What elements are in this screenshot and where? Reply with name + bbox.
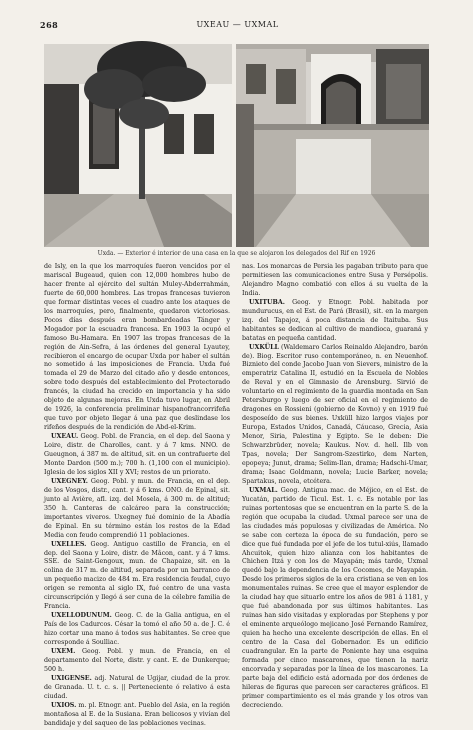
exterior-photo [44, 44, 232, 247]
entry-uxelles: UXELLES. Geog. Antiguo castillo de Francia, en el dep. del Saona y Loire, distr. de Mâcon, cant. y á 7 kms. SSE. de Saint-Gengoux, mun. de Chapaize, sit. en la colina de 317 m. de altitud, separada por un barranco de un pequeño macizo de 484 m. Era residencia feudal, cuyo origen se remonta al siglo IX, fué centro de una vasta circunscripción y llegó á ser cuna de la célebre familia de Francia. [44, 540, 230, 611]
entry-paragraph: nas. Los monarcas de Persia les pagaban tributo para que permitiesen las comunicaciones entre Susa y Persépolis. Alejandro Magno combatió con ellos á su vuelta de la India. [242, 263, 428, 297]
figure-caption: Uxda. — Exterior é interior de una casa en la que se alojaron los delegados del Rif en 1926 [97, 250, 376, 257]
entry-uxeau: UXEAU. Geog. Pobl. de Francia, en el dep. del Saona y Loire, distr. de Charolles, cant. y á 7 kms. NNO. de Gueugnon, á 387 m. de altitud, sit. en un contrafuerte del Monte Dardon (500 m.); 700 h. (1,100 con el municipio). Iglesia de los siglos XII y XVI; restos de un priorato. [44, 433, 230, 476]
entry-uxigense: UXIGENSE. adj. Natural de Ugijar, ciudad de la prov. de Granada. U. t. c. s. || Perteneciente ó relativo á esta ciudad. [44, 674, 230, 700]
entry-headword: UXELLODUNUM. [51, 612, 112, 620]
entry-headword: UXEAU. [51, 433, 79, 441]
entry-headword: UXMAL. [249, 486, 278, 494]
entry-uxegney: UXEGNEY. Geog. Pobl. y mun. de Francia, en el dep. de los Vosgos, distr., cant. y á 6 kms. ONO. de Epinal, sit. junto al Avière, afl. izq. del Mosela, á 300 m. de altitud; 350 h. Canteras de calcáreo para la construcción; importantes viveros. Uxegney fué dominio de la Abadía de Epinal. En su término están los restos de la Edad Media con feudo comprendió 11 poblaciones. [44, 477, 230, 539]
entry-uxem: UXEM. Geog. Pobl. y mun. de Francia, en el departamento del Norte, distr. y cant. E. de Dunkerque; 500 h. [44, 647, 230, 673]
page-number: 268 [40, 20, 59, 30]
page-header [40, 20, 435, 32]
entry-headword: UXKÜLL [249, 343, 279, 351]
entry-headword: UXELLES. [51, 540, 87, 548]
entry-headword: UXIGENSE. [51, 674, 92, 682]
entry-headword: UXEM. [51, 647, 76, 655]
entry-uxituba: UXITUBA. Geog. y Etnogr. Pobl. habitada por mundurucus, en el Est. de Pará (Brasil), sit. en la margen izq. del Tapajoz, á poca distancia de Itaituba. Sus habitantes se dedican al cultivo de mandioca, guaraná y batatas en pequeña cantidad. [242, 298, 428, 342]
entry-uxellodunum: UXELLODUNUM. Geog. C. de la Galia antigua, en el País de los Cadurcos. César la tomó el año 50 a. de J. C. é hizo cortar una mano á todos sus habitantes. Se cree que corresponde á Soulliac. [44, 612, 230, 647]
running-title: UXEAU — UXMAL [196, 20, 279, 29]
interior-photo [236, 44, 429, 247]
left-column [44, 263, 230, 727]
entry-uxkull: UXKÜLL (Waldemaro Carlos Reinaldo Alejandro, barón de). Biog. Escritor ruso contemporáneo, n. en Neuenhof. Biznieto del conde Jacobo Juan von Sievers, ministro de la emperatriz Catalina II, estudió en la Escuela de Nobles de Reval y en el Gimnasio de Arensburg. Sirvió de voluntario en el regimiento de la guardia montada en San Petersburgo y luego de ser oficial en el regimiento de dragones en Rossieni (gobierno de Kovno) y en 1919 fué desposeído de sus bienes. Uxküll hizo largos viajes por Europa, Estados Unidos, Canadá, Cáucaso, Grecia, Asia Menor, Siria, Palestina y Egipto. Se le deben: Die Schwarzbrüder, novela; Kaukus. Nov. d. hell. Ilb von Tpas, novela; Der Sangrom-Szestirko, dem Narten, epopeya; Junut, drama; Selim-Ilan, drama; Hadschi-Umar, drama; Isaac Goldmann, novela; Lucie Barker, novela; Spartakus, novela, etcétera. [242, 343, 428, 485]
entry-uxios: UXIOS. m. pl. Etnogr. ant. Pueblo del Asia, en la región montañosa al E. de la Susiana. Eran belicosos y vivían del bandidaje y del saqueo de las poblaciones vecinas. [44, 701, 230, 727]
entry-headword: UXITUBA. [249, 298, 285, 306]
right-column [242, 263, 428, 713]
entry-paragraph: de Isly, en la que los marroquíes fueron vencidos por el mariscal Bugeaud, quien con 12,000 hombres hubo de hacer frente al ejército del sultán Muley-Abderrahmán, fuerte de 60,000 hombres. Las tropas francesas tuvieron que formar distintas veces el cuadro ante los ataques de los marroquíes, pero, finalmente, quedaron victoriosas. Pocos días después eran bombardeadas Tánger y Mogador por la escuadra francesa. En 1903 la ocupó el famoso Bu-Hamara. En 1907 las tropas francesas de la región de Ain-Sefra, á las órdenes del general Lyautey, recibieron el encargo de ocupar Uxda por haber el sultán no sometido á las imposiciones de Francia. Uxda fué tomada el 29 de Marzo del citado año y desde entonces, sobre todo después del establecimiento del Protectorado francés, la ciudad ha crecido en importancia y ha sido objeto de algunas mejoras. En Uxda tuvo lugar, en Abril de 1926, la conferencia preliminar hispanofrancorrifeña que tuvo por objeto llegar á una paz que deslindase los rifeños después de la rendición de Abd-el-Krim. [44, 263, 230, 432]
entry-headword: UXIOS. [51, 701, 77, 709]
entry-uxmal: UXMAL. Geog. Antigua mac. de Méjico, en el Est. de Yucatán, partido de Ticul. Est. 1. c. Es notable por las ruinas portentosas que se encuentran en la parte S. de la región que ocupaba la ciudad. Uxmal parece ser una de las ciudades más populosas y civilizadas de América. No se sabe con certeza la época de su fundación, pero se dice que fué fundada por el jefe de los tutul-xiús, llamado Ahcuitok, quien hizo alianza con los habitantes de Chichen Itzá y con los de Mayapán; más tarde, Uxmal quedó bajo la dependencia de los Cocomes, de Mayapán. Desde los primeros siglos de la era cristiana se ven en los monumentales ruinas. Se cree que el mayor esplendor de la ciudad hay que situarlo entre los años de 981 á 1181, y que fué abandonada por sus últimos habitantes. Las ruinas han sido visitadas y exploradas por Stephens y por el eminente arqueólogo mejicano José Fernando Ramírez, quien ha hecho una excelente descripción de ellas. En el centro de la Casa del Gobernador. Es un edificio cuadrangular. En la parte de Poniente hay una esquina formada por cinco mascarones, que tienen la nariz encorvada y separadas por la línea de los mascarones. La parte baja del edificio está adornada por dos órdenes de hileras de figuras que parecen ser caracteres gráficos. El primer compartimiento es el más grande y los otros van decreciendo. [242, 486, 428, 709]
entry-headword: UXEGNEY. [51, 477, 88, 485]
